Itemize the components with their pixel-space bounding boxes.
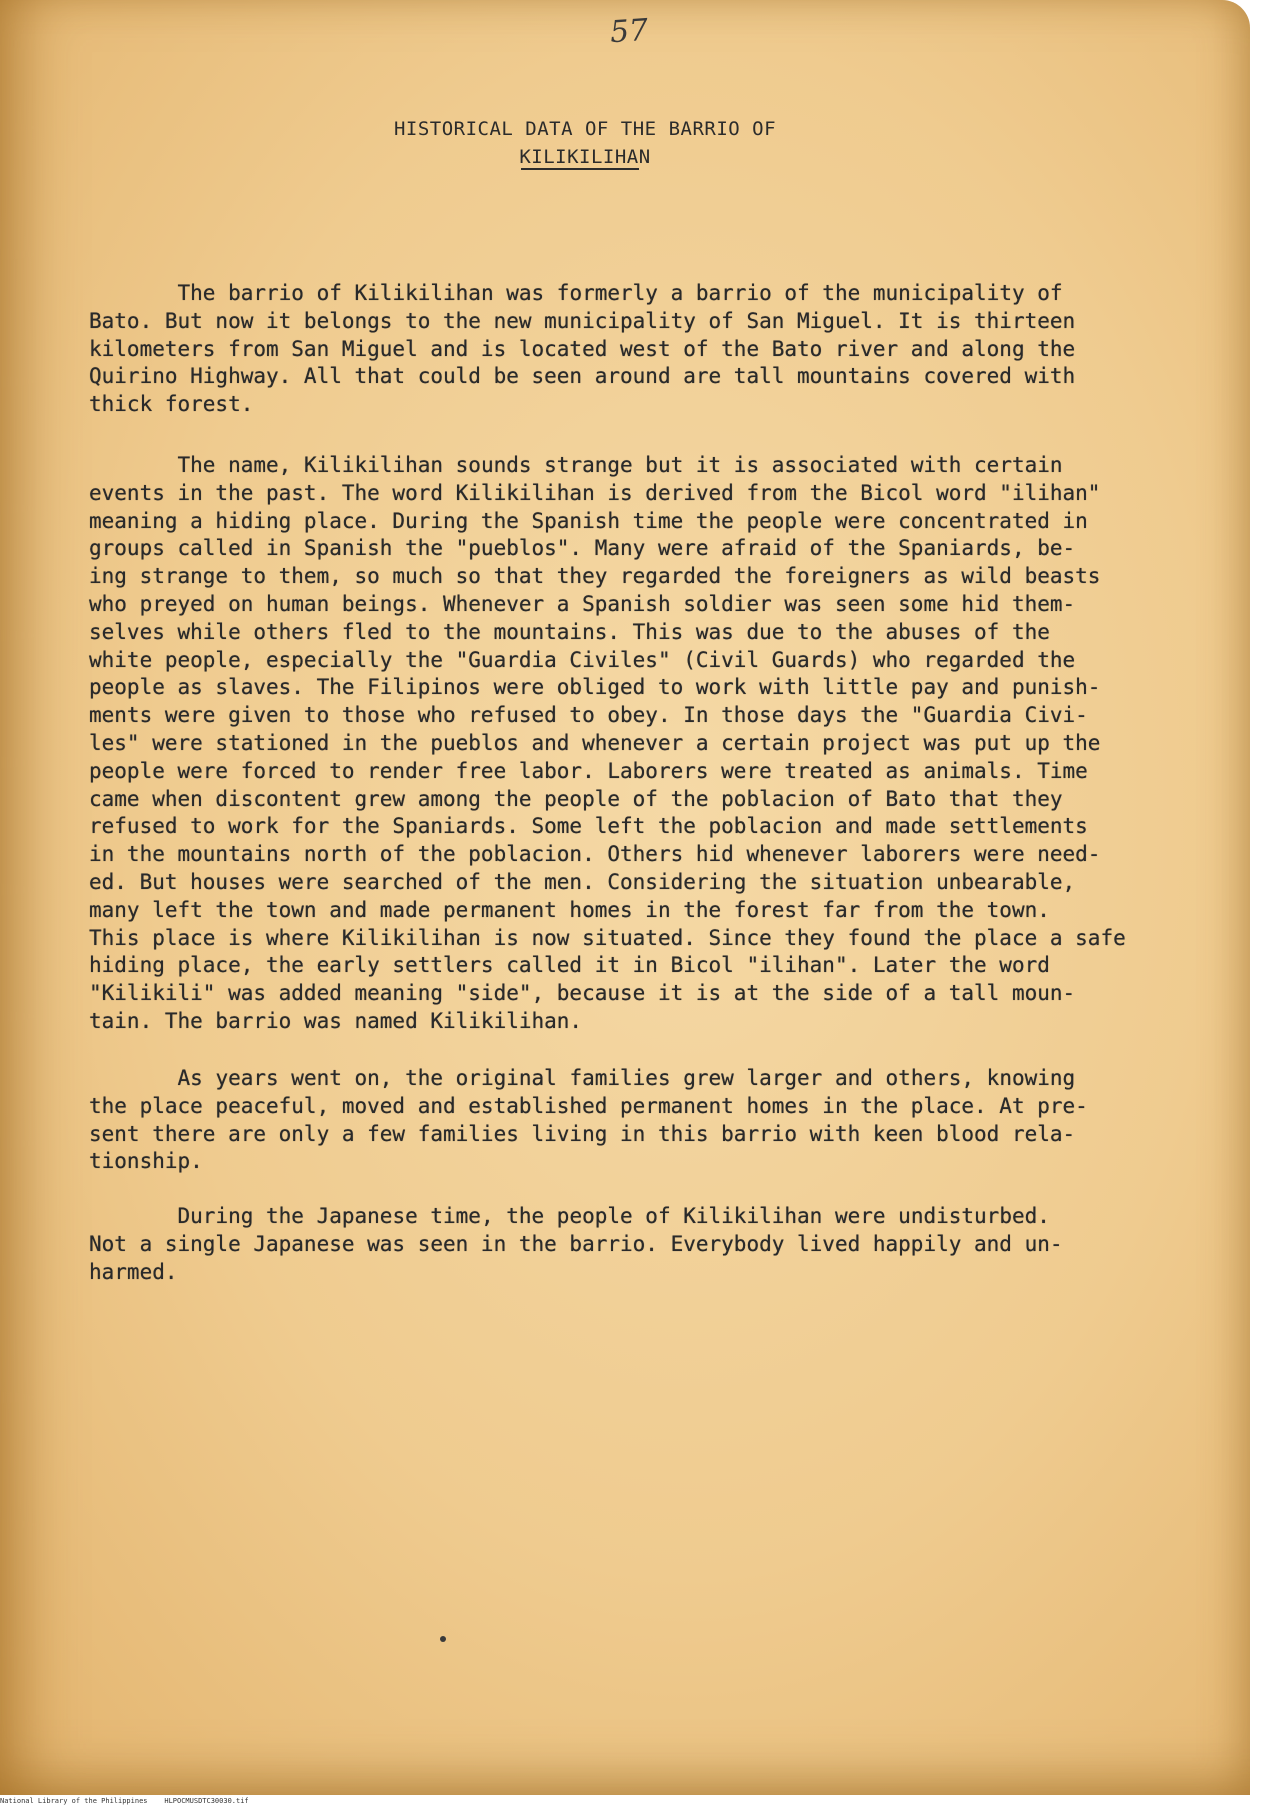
paragraph-location: The barrio of Kilikilihan was formerly a barrio of the municipality of Bato. But now it belongs to the new municipality of San Miguel. It is thirteen kilometers from San Miguel and is located west of the Bato river and along the Quirino Highway. All that could be seen around are tall mountains covered with thick forest. [89, 281, 1076, 417]
handwritten-page-number: 57 [608, 12, 650, 51]
page-edge [1250, 0, 1267, 1808]
paragraph-name-origin: The name, Kilikilihan sounds strange but it is associated with certain events in the past. The word Kilikilihan is derived from the Bicol word "ilihan" meaning a hiding place. During the Spanish time the people were concentrated in groups called in Spanish the "pueblos". Many were afraid of the Spaniards, be- ing strange to them, so much so that they regarded the foreigners as wild beasts who preyed on human beings. Whenever a Spanish soldier was seen some hid them- selves while others fled to the mountains. This was due to the abuses of the white people, especially the "Guardia Civiles" (Civil Guards) who regarded the people as slaves. The Filipinos were obliged to work with little pay and punish- ments were given to those who refused to obey. In those days the "Guardia Civi- les" were stationed in the pueblos and whenever a certain project was put up the people were forced to render free labor. Laborers were treated as animals. Time came when discontent grew among the people of the poblacion of Bato that they refused to work for the Spaniards. Some left the poblacion and made settlements in the mountains north of the poblacion. Others hid whenever laborers were need- ed. But houses were searched of the men. Considering the situation unbearable, many left the town and made permanent homes in the forest far from the town. This place is where Kilikilihan is now situated. Since they found the place a safe hiding place, the early settlers called it in Bicol "ilihan". Later the word "Kilikili" was added meaning "side", because it is at the side of a tall moun- tain. The barrio was named Kilikilihan. [89, 453, 1126, 1033]
document-title-line-2: KILIKILIHAN [519, 146, 651, 168]
title-underline [521, 168, 639, 170]
paragraph-japanese-time: During the Japanese time, the people of Kilikilihan were undisturbed. Not a single Japanese was seen in the barrio. Everybody lived happily and un- harmed. [89, 1204, 1063, 1284]
paragraph-settlement: As years went on, the original families grew larger and others, knowing the place peaceful, moved and established permanent homes in the place. At pre- sent there are only a few families living in this barrio with keen blood rela- tionship. [89, 1066, 1088, 1174]
document-title-line-1: HISTORICAL DATA OF THE BARRIO OF [393, 118, 777, 140]
ink-dot [440, 1636, 446, 1642]
scan-footer: National Library of the Philippines HLPOCMUSDTC30030.tif [0, 1797, 249, 1805]
